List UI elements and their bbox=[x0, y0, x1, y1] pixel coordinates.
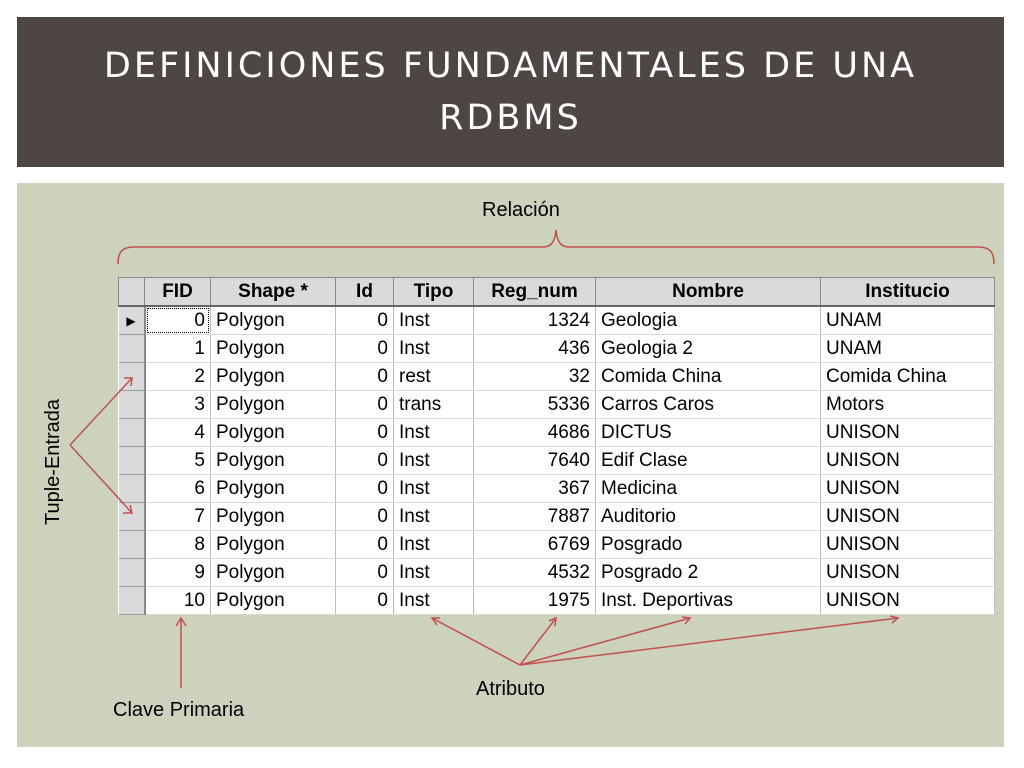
table-cell[interactable]: UNISON bbox=[821, 587, 995, 615]
table-cell[interactable]: 7887 bbox=[474, 503, 596, 531]
table-cell[interactable]: 4532 bbox=[474, 559, 596, 587]
table-cell[interactable]: 0 bbox=[336, 363, 394, 391]
table-cell[interactable]: 5336 bbox=[474, 391, 596, 419]
table-cell[interactable]: 0 bbox=[336, 306, 394, 335]
table-cell[interactable]: Comida China bbox=[821, 363, 995, 391]
table-cell[interactable]: Posgrado 2 bbox=[596, 559, 821, 587]
table-cell[interactable]: Polygon bbox=[211, 587, 336, 615]
tuple-label: Tuple-Entrada bbox=[42, 399, 64, 525]
table-cell[interactable]: UNISON bbox=[821, 419, 995, 447]
table-cell[interactable]: Edif Clase bbox=[596, 447, 821, 475]
table-cell[interactable]: Inst bbox=[394, 419, 474, 447]
table-cell[interactable]: Polygon bbox=[211, 419, 336, 447]
table-cell[interactable]: Polygon bbox=[211, 335, 336, 363]
column-header[interactable]: Shape * bbox=[211, 278, 336, 307]
primary-key-label: Clave Primaria bbox=[113, 699, 245, 721]
tuple-arrows bbox=[70, 378, 132, 513]
table-cell[interactable]: 0 bbox=[336, 419, 394, 447]
table-cell[interactable]: UNAM bbox=[821, 335, 995, 363]
table-cell[interactable]: Polygon bbox=[211, 559, 336, 587]
table-cell[interactable]: 0 bbox=[336, 475, 394, 503]
table-cell[interactable]: 10 bbox=[145, 587, 211, 615]
table-cell[interactable]: 4 bbox=[145, 419, 211, 447]
column-header[interactable]: FID bbox=[145, 278, 211, 307]
table-cell[interactable]: Polygon bbox=[211, 531, 336, 559]
table-cell[interactable]: 7 bbox=[145, 503, 211, 531]
table-cell[interactable]: 0 bbox=[336, 587, 394, 615]
table-cell[interactable]: 0 bbox=[336, 531, 394, 559]
table-cell[interactable]: Inst bbox=[394, 531, 474, 559]
table-cell[interactable]: 32 bbox=[474, 363, 596, 391]
table-cell[interactable]: Polygon bbox=[211, 475, 336, 503]
table-cell[interactable]: 436 bbox=[474, 335, 596, 363]
table-cell[interactable]: UNISON bbox=[821, 447, 995, 475]
column-header[interactable]: Tipo bbox=[394, 278, 474, 307]
column-header[interactable]: Id bbox=[336, 278, 394, 307]
table-cell[interactable]: 8 bbox=[145, 531, 211, 559]
table-cell[interactable]: UNISON bbox=[821, 503, 995, 531]
primary-key-arrow bbox=[176, 618, 186, 688]
table-cell[interactable]: Medicina bbox=[596, 475, 821, 503]
table-cell[interactable]: Inst bbox=[394, 503, 474, 531]
table-cell[interactable]: 3 bbox=[145, 391, 211, 419]
table-cell[interactable]: 7640 bbox=[474, 447, 596, 475]
table-cell[interactable]: 1 bbox=[145, 335, 211, 363]
table-cell[interactable]: Comida China bbox=[596, 363, 821, 391]
table-cell[interactable]: Auditorio bbox=[596, 503, 821, 531]
table-cell[interactable]: UNISON bbox=[821, 559, 995, 587]
table-cell[interactable]: 1324 bbox=[474, 306, 596, 335]
table-cell[interactable]: 0 bbox=[336, 335, 394, 363]
column-header[interactable]: Institucio bbox=[821, 278, 995, 307]
column-header[interactable]: Nombre bbox=[596, 278, 821, 307]
table-cell[interactable]: Inst bbox=[394, 447, 474, 475]
table-cell[interactable]: 6769 bbox=[474, 531, 596, 559]
table-cell[interactable]: 1975 bbox=[474, 587, 596, 615]
attribute-label: Atributo bbox=[476, 678, 545, 700]
table-cell[interactable]: Polygon bbox=[211, 306, 336, 335]
row-selector[interactable]: ▶ bbox=[119, 306, 145, 335]
attribute-arrows bbox=[432, 616, 898, 665]
table-cell[interactable]: Geologia 2 bbox=[596, 335, 821, 363]
slide-title: DEFINICIONES FUNDAMENTALES DE UNA RDBMS bbox=[103, 46, 918, 138]
relation-label: Relación bbox=[482, 199, 560, 221]
table-cell[interactable]: 6 bbox=[145, 475, 211, 503]
table-cell[interactable]: Polygon bbox=[211, 447, 336, 475]
table-cell[interactable]: 0 bbox=[336, 559, 394, 587]
table-cell[interactable]: Inst bbox=[394, 335, 474, 363]
table-cell[interactable]: Polygon bbox=[211, 503, 336, 531]
table-cell[interactable]: 9 bbox=[145, 559, 211, 587]
table-cell[interactable]: 0 bbox=[336, 391, 394, 419]
table-cell[interactable]: Geologia bbox=[596, 306, 821, 335]
table-cell[interactable]: UNISON bbox=[821, 531, 995, 559]
table-cell[interactable]: 4686 bbox=[474, 419, 596, 447]
table-cell[interactable]: Posgrado bbox=[596, 531, 821, 559]
relation-bracket bbox=[118, 230, 994, 264]
table-cell[interactable]: 2 bbox=[145, 363, 211, 391]
column-header[interactable]: Reg_num bbox=[474, 278, 596, 307]
table-cell[interactable]: Polygon bbox=[211, 363, 336, 391]
table-cell[interactable]: Inst bbox=[394, 306, 474, 335]
table-cell[interactable]: 0 bbox=[336, 503, 394, 531]
table-cell[interactable]: Inst. Deportivas bbox=[596, 587, 821, 615]
table-cell[interactable]: Motors bbox=[821, 391, 995, 419]
table-cell[interactable]: Polygon bbox=[211, 391, 336, 419]
table-cell[interactable]: trans bbox=[394, 391, 474, 419]
table-cell[interactable]: 367 bbox=[474, 475, 596, 503]
table-cell[interactable]: rest bbox=[394, 363, 474, 391]
table-cell[interactable]: Inst bbox=[394, 559, 474, 587]
table-cell[interactable]: UNISON bbox=[821, 475, 995, 503]
table-cell[interactable]: 0 bbox=[336, 447, 394, 475]
table-cell[interactable]: Inst bbox=[394, 475, 474, 503]
table-cell[interactable]: DICTUS bbox=[596, 419, 821, 447]
table-cell[interactable]: 0 bbox=[145, 306, 211, 335]
table-cell[interactable]: Carros Caros bbox=[596, 391, 821, 419]
table-cell[interactable]: UNAM bbox=[821, 306, 995, 335]
table-cell[interactable]: Inst bbox=[394, 587, 474, 615]
table-cell[interactable]: 5 bbox=[145, 447, 211, 475]
